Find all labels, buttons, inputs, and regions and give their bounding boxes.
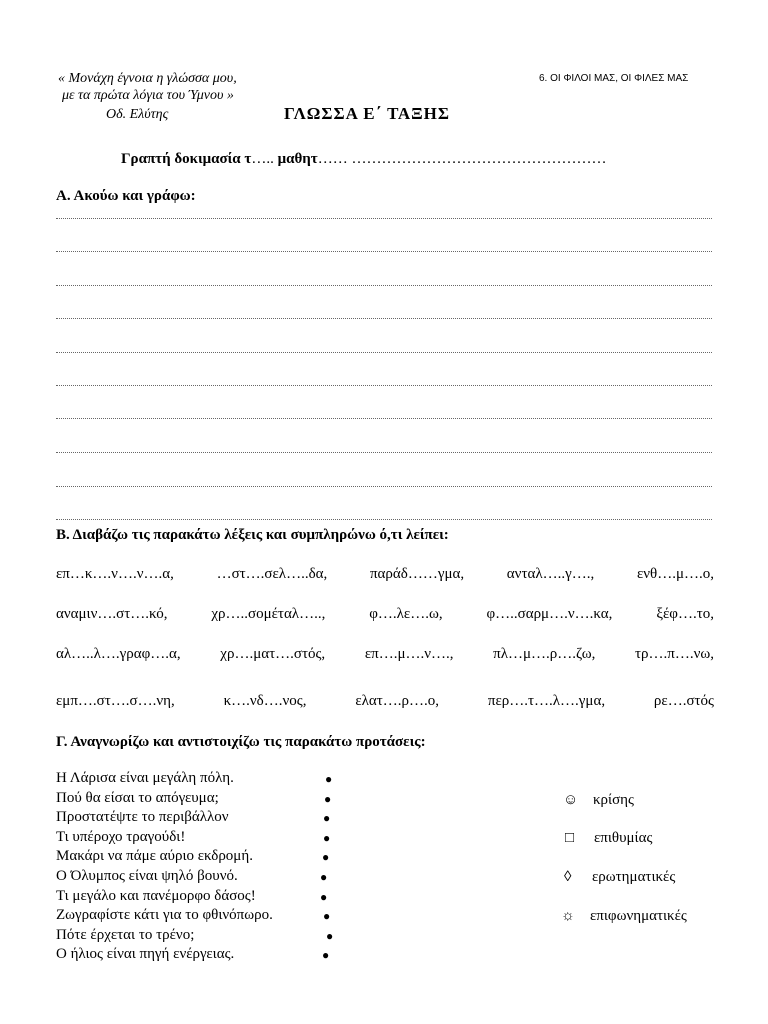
quote-author: Οδ. Ελύτης [106,107,169,122]
word-row [56,646,714,663]
sentence-item: Η Λάρισα είναι μεγάλη πόλη. [56,770,234,786]
fill-in-word[interactable]: φ…..σαρμ….ν….κα, [486,606,613,622]
quote-line-2: με τα πρώτα λόγια του Ύμνου » [62,88,234,103]
category-label: κρίσης [593,792,634,808]
match-bullet[interactable]: ● [324,791,332,806]
sentence-item: Μακάρι να πάμε αύριο εκδρομή. [56,848,253,865]
fill-in-word[interactable]: αναμιν….στ….κό, [56,606,168,622]
writing-line[interactable] [56,218,712,219]
smiley-icon[interactable]: ☺ [563,792,579,808]
sentence-item: Πότε έρχεται το τρένο; [56,926,195,943]
writing-line[interactable] [56,318,712,319]
fill-in-word[interactable]: εμπ….στ….σ….νη, [56,693,175,709]
category-label: επιφωνηματικές [590,908,687,924]
sentence-item: Πού θα είσαι το απόγευμα; [56,789,219,806]
match-bullet[interactable]: ● [323,830,331,845]
fill-in-word[interactable]: περ….τ….λ….γμα, [487,693,606,709]
category-label: ερωτηματικές [592,869,676,885]
sentence-item: Ο ήλιος είναι πηγή ενέργειας. [56,946,235,963]
writing-line[interactable] [56,385,712,386]
sentence-item: Ζωγραφίστε κάτι για το φθινόπωρο. [56,907,273,924]
unit-title: 6. ΟΙ ΦΙΛΟΙ ΜΑΣ, ΟΙ ΦΙΛΕΣ ΜΑΣ [539,73,689,84]
student-name-field[interactable]: …… …………………………………………… [317,151,607,167]
match-bullet[interactable]: ● [322,948,330,963]
test-subtitle [121,151,606,168]
writing-line[interactable] [56,352,712,353]
writing-line[interactable] [56,251,712,252]
match-bullet[interactable]: ● [322,850,330,865]
fill-in-word[interactable]: κ….νδ….νος, [223,693,307,709]
writing-line[interactable] [56,519,712,520]
fill-in-word[interactable]: ελατ….ρ….ο, [355,693,440,709]
fill-in-word[interactable]: χρ…..σομέταλ….., [211,606,326,622]
subtitle-dots-1[interactable]: ….. [251,151,274,167]
match-bullet[interactable]: ● [326,928,334,943]
fill-in-word[interactable]: ρε….στός [653,693,714,709]
writing-line[interactable] [56,285,712,286]
word-row [56,693,714,710]
sentence-item: Τι μεγάλο και πανέμορφο δάσος! [56,887,256,904]
section-b-heading: Β. Διαβάζω τις παρακάτω λέξεις και συμπληρώνω ό,τι λείπει: [56,527,449,543]
lozenge-icon[interactable]: ◊ [564,869,572,885]
fill-in-word[interactable]: ξέφ….το, [656,606,714,622]
fill-in-word[interactable]: …στ….σελ…..δα, [216,566,328,582]
fill-in-word[interactable]: επ…κ….ν….ν….α, [56,566,174,582]
sentence-item: Ο Όλυμπος είναι ψηλό βουνό. [56,868,238,884]
section-c-heading: Γ. Αναγνωρίζω και αντιστοιχίζω τις παρακάτω προτάσεις: [56,734,426,750]
writing-line[interactable] [56,418,712,419]
fill-in-word[interactable]: φ….λε….ω, [369,606,443,622]
sentence-item: Τι υπέροχο τραγούδι! [56,828,186,845]
fill-in-word[interactable]: ενθ….μ….ο, [636,566,714,582]
fill-in-word[interactable]: παράδ……γμα, [369,566,465,582]
quote-line-1: « Μονάχη έγνοια η γλώσσα μου, [58,71,237,86]
sun-icon[interactable]: ☼ [561,908,575,924]
subtitle-text-2: μαθητ [273,151,318,167]
sentence-item: Προστατέψτε το περιβάλλον [56,809,229,826]
match-bullet[interactable]: ● [325,772,333,786]
fill-in-word[interactable]: χρ….ματ….στός, [220,646,326,662]
subtitle-text-1: Γραπτή δοκιμασία τ [121,151,252,167]
fill-in-word[interactable]: ανταλ…..γ…., [506,566,595,582]
fill-in-word[interactable]: πλ…μ….ρ….ζω, [493,646,596,662]
fill-in-word[interactable]: τρ….π….νω, [634,646,714,662]
section-a-heading: Α. Ακούω και γράφω: [56,188,196,204]
fill-in-word[interactable]: αλ…..λ….γραφ….α, [56,646,181,662]
writing-line[interactable] [56,452,712,453]
fill-in-word[interactable]: επ….μ….ν…., [364,646,454,662]
match-bullet[interactable]: ● [323,909,331,924]
word-row [56,566,714,583]
page-title: ΓΛΩΣΣΑ Ε΄ ΤΑΞΗΣ [284,104,450,123]
writing-line[interactable] [56,486,712,487]
match-bullet[interactable]: ● [320,889,328,904]
square-icon[interactable]: □ [565,830,575,846]
match-bullet[interactable]: ● [320,870,328,884]
word-row [56,606,714,623]
match-bullet[interactable]: ● [323,811,331,826]
category-label: επιθυμίας [594,830,653,846]
